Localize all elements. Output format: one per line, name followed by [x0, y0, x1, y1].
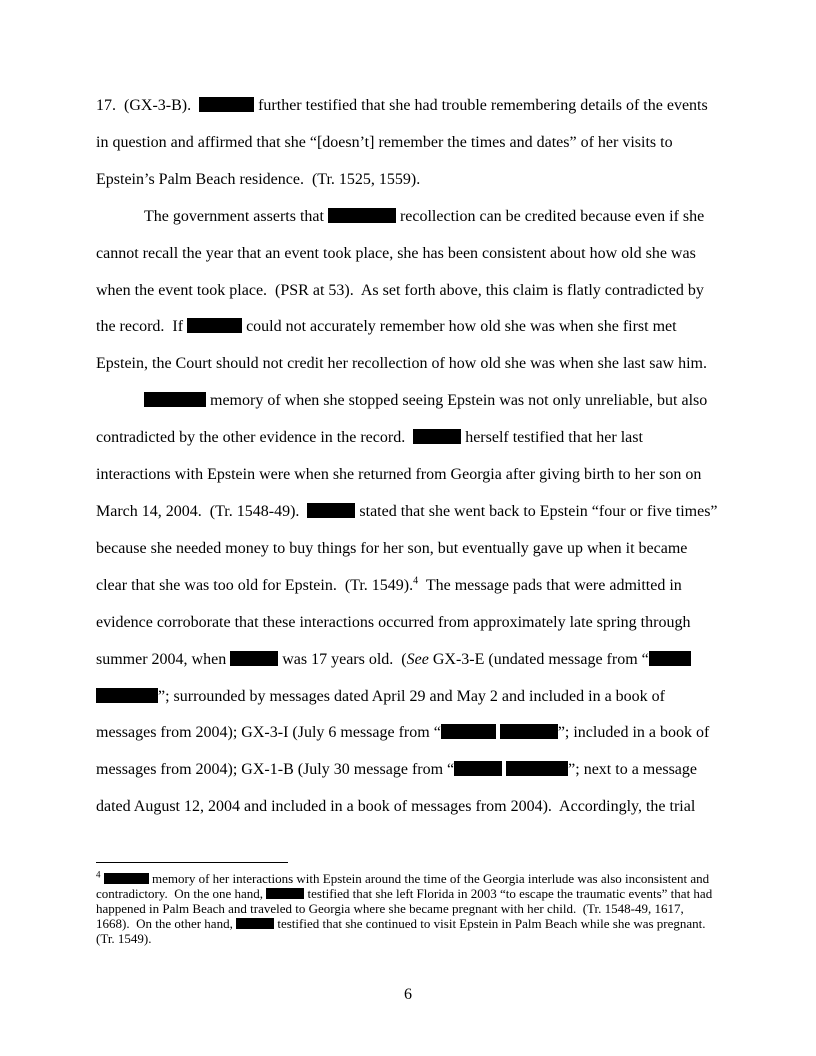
paragraph — [96, 199, 720, 384]
redaction-bar — [236, 918, 274, 929]
text-run: ”; included in a book of messages from 2004); GX-1-B (July 30 message from “ — [96, 724, 714, 779]
text-run — [691, 651, 695, 668]
footnote-reference: 4 — [413, 575, 419, 587]
document-body — [96, 88, 720, 826]
redaction-bar — [199, 97, 254, 112]
text-run: recollection can be credited because even if she cannot recall the year that an event took place, she has been consistent about how old she was when the event took place. (PSR at 53). As set forth above, this claim is flatly contradicted by the record. If — [96, 207, 709, 336]
text-run: GX-3-E (undated message from “ — [428, 650, 649, 668]
text-run: testified that she continued to visit Epstein in Palm Beach while she was pregnant. (Tr. 1549). — [96, 916, 713, 946]
footnote-separator — [96, 862, 288, 863]
redaction-bar — [441, 724, 496, 739]
text-run: The government asserts that — [144, 207, 328, 225]
text-run: herself testified that her last interactions with Epstein were when she returned from Georgia after giving birth to her son on March 14, 2004. (Tr. 1548-49). — [96, 429, 706, 520]
page-number: 6 — [404, 986, 412, 1003]
redaction-bar — [307, 503, 355, 518]
text-run: The message pads that were admitted in evidence corroborate that these interactions occurred from approximately late spring through summer 2004, when — [96, 576, 695, 668]
redaction-bar — [96, 688, 158, 703]
redaction-bar — [413, 429, 461, 444]
text-run: See — [406, 650, 429, 668]
redaction-bar — [328, 208, 396, 223]
redaction-bar — [144, 392, 206, 407]
redaction-bar — [187, 318, 242, 333]
redaction-bar — [500, 724, 558, 739]
paragraph — [96, 88, 720, 199]
footnote-area — [96, 862, 720, 946]
redaction-bar — [649, 651, 691, 666]
text-run: stated that she went back to Epstein “four or five times” because she needed money to buy things for her son, but eventually gave up when it became clear that she was too old for Epstein. (Tr. 1549). — [96, 502, 722, 594]
text-run: was 17 years old. ( — [278, 650, 407, 668]
text-run: testified that she left Florida in 2003 “to escape the traumatic events” that had happened in Palm Beach and traveled to Georgia where she became pregnant with her child. (Tr. 1548-49, 1617, 1668). On the other hand, — [96, 886, 716, 931]
footnote-reference: 4 — [96, 869, 101, 880]
text-run: memory of when she stopped seeing Epstein was not only unreliable, but also contradicted by the other evidence in the record. — [96, 392, 712, 447]
redaction-bar — [454, 761, 502, 776]
redaction-bar — [104, 873, 149, 884]
footnote — [96, 871, 720, 946]
text-run: further testified that she had trouble remembering details of the events in question and affirmed that she “[doesn’t] remember the times and dates” of her visits to Epstein’s Palm Beach residence. (Tr. 1525, 1559). — [96, 97, 712, 188]
redaction-bar — [230, 651, 278, 666]
redaction-bar — [266, 888, 304, 899]
text-run: memory of her interactions with Epstein around the time of the Georgia interlude was also inconsistent and contradictory. On the one hand, — [96, 871, 713, 901]
text-run: 17. (GX-3-B). — [96, 97, 200, 114]
redaction-bar — [506, 761, 568, 776]
text-run: ”; next to a message dated August 12, 2004 and included in a book of messages from 2004). Accordingly, the trial — [96, 761, 701, 816]
text-run: ”; surrounded by messages dated April 29 and May 2 and included in a book of messages from 2004); GX-3-I (July 6 message from “ — [96, 687, 669, 742]
paragraph — [96, 383, 720, 826]
text-run: could not accurately remember how old she was when she first met Epstein, the Court should not credit her recollection of how old she was when she last saw him. — [96, 318, 707, 373]
